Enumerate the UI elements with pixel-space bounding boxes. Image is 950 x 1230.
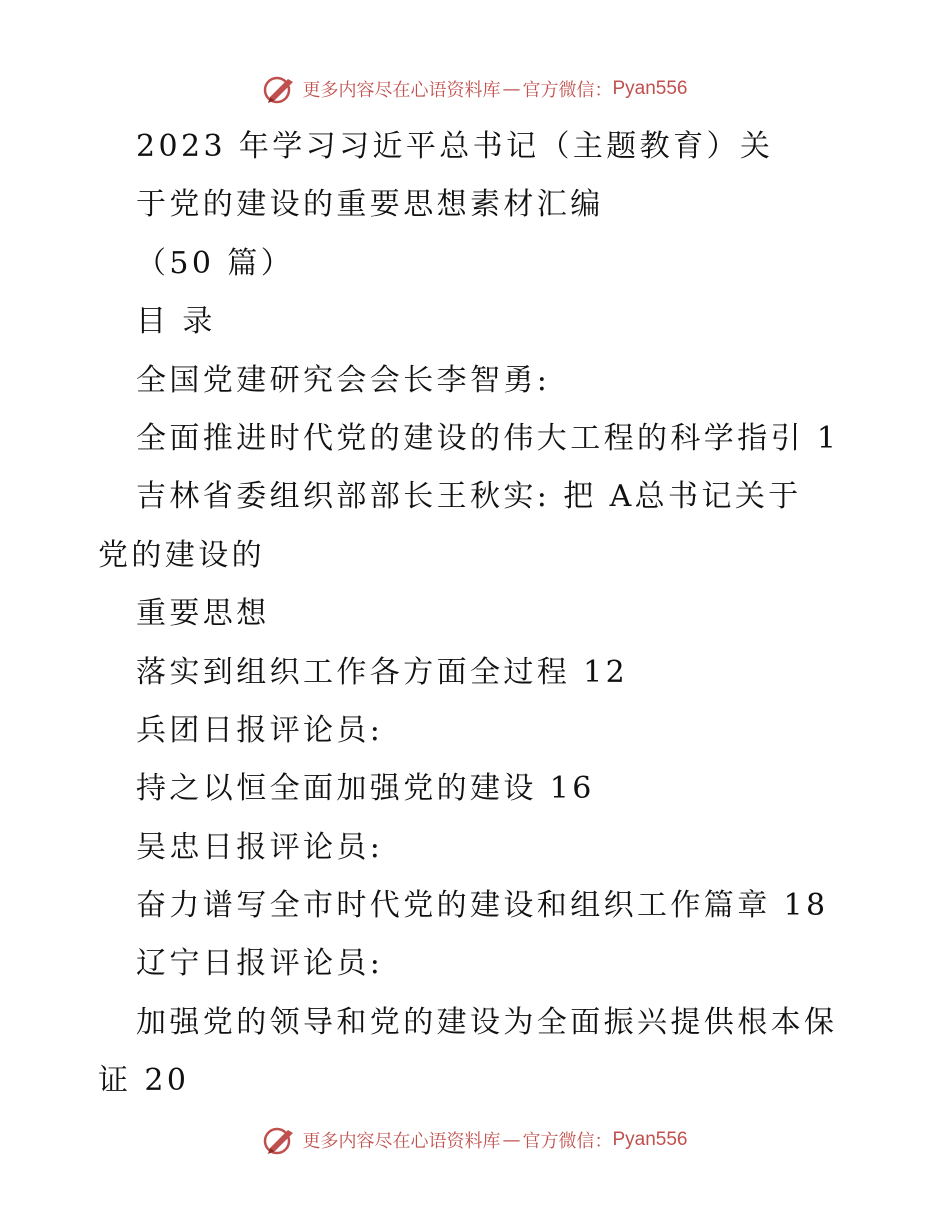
watermark-separator: — [502,1129,521,1151]
toc-entry: 全面推进时代党的建设的伟大工程的科学指引 1 [136,420,840,456]
watermark-suffix: 官方微信： [522,1131,613,1152]
pen-logo-icon [262,73,298,105]
watermark-handle: Pyan556 [612,78,688,99]
toc-entry: 加强党的领导和党的建设为全面振兴提供根本保 [136,1004,838,1040]
toc-author: 兵团日报评论员: [136,712,384,748]
watermark-handle: Pyan556 [612,1129,688,1150]
title-count: （50 篇） [136,245,295,281]
toc-entry: 奋力谱写全市时代党的建设和组织工作篇章 18 [136,888,829,924]
header-watermark [0,72,950,106]
watermark-text: 更多内容尽在心语资料库 [302,80,501,101]
toc-entry: 落实到组织工作各方面全过程 12 [136,654,629,690]
footer-watermark [0,1123,950,1157]
toc-author: 吉林省委组织部部长王秋实: 把 A总书记关于 [136,479,802,515]
toc-entry-continued: 证 20 [98,1063,190,1099]
toc-author: 全国党建研究会会长李智勇: [136,362,551,398]
toc-heading: 目 录 [136,304,216,340]
toc-author: 辽宁日报评论员: [136,946,384,982]
document-body [98,118,868,1111]
pen-logo-icon [262,1124,298,1156]
toc-entry: 持之以恒全面加强党的建设 16 [136,771,595,807]
toc-author: 吴忠日报评论员: [136,829,384,865]
watermark-text: 更多内容尽在心语资料库 [302,1131,501,1152]
watermark-separator: — [502,78,521,100]
toc-author-continued: 重要思想 [136,596,270,632]
toc-author-continued: 党的建设的 [98,537,265,573]
title-line-1: 2023 年学习习近平总书记（主题教育）关 [136,129,774,164]
title-line-2: 于党的建设的重要思想素材汇编 [136,187,604,223]
watermark-suffix: 官方微信： [522,80,613,101]
